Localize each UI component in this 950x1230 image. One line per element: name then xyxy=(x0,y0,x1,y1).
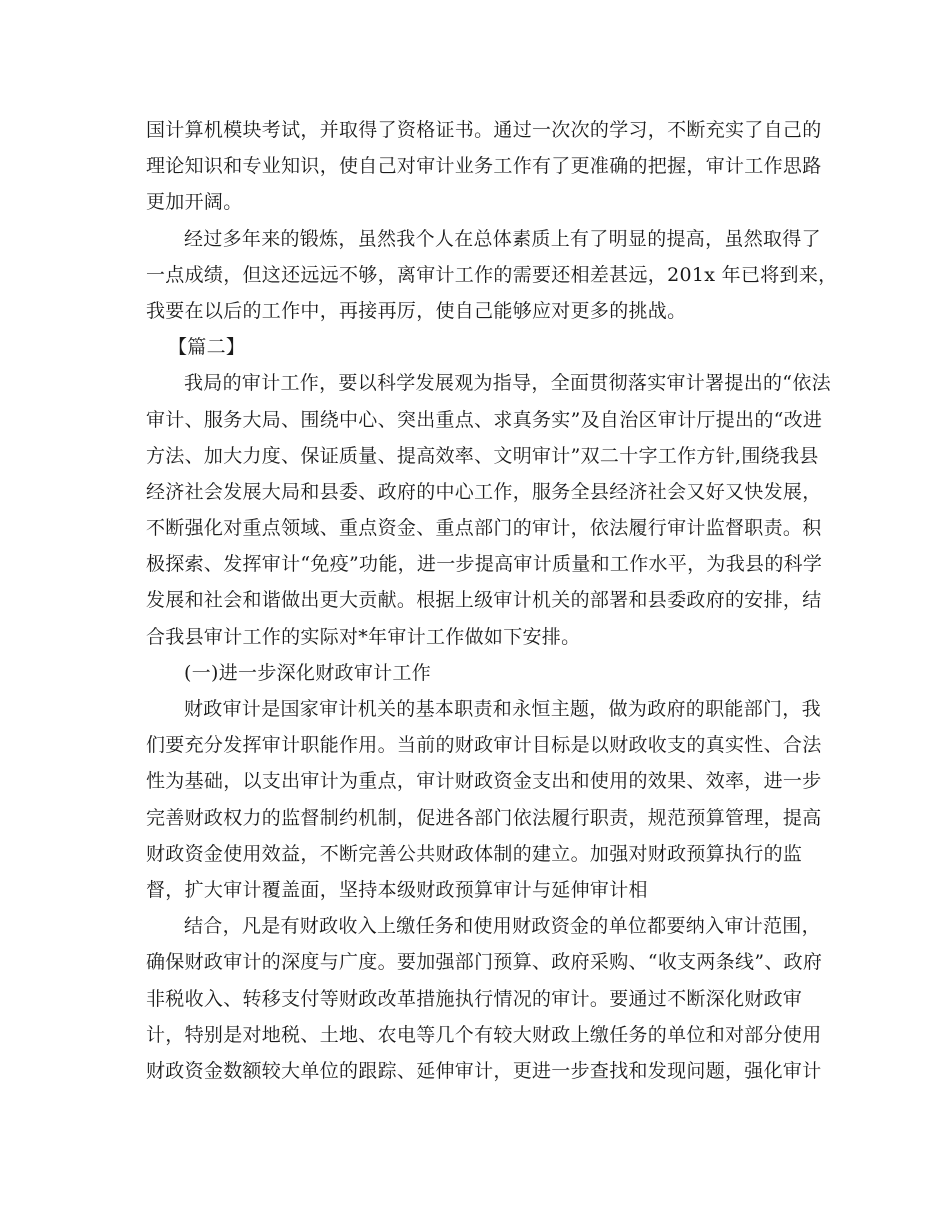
text-line: 督，扩大审计覆盖面，坚持本级财政预算审计与延伸审计相 xyxy=(146,878,648,901)
text-line: 们要充分发挥审计职能作用。当前的财政审计目标是以财政收支的真实性、合法 xyxy=(146,734,822,757)
text-line: 方法、加大力度、保证质量、提高效率、文明审计”双二十字工作方针,围绕我县 xyxy=(146,444,819,467)
paragraph-1 xyxy=(146,112,822,221)
text-line: 极探索、发挥审计“免疫”功能，进一步提高审计质量和工作水平，为我县的科学 xyxy=(146,553,823,576)
document-body xyxy=(146,112,838,1089)
text-line: 经过多年来的锻炼，虽然我个人在总体素质上有了明显的提高，虽然取得了 xyxy=(184,227,821,250)
text-line: 国计算机模块考试，并取得了资格证书。通过一次次的学习，不断充实了自己的 xyxy=(146,119,822,141)
text-line: 不断强化对重点领域、重点资金、重点部门的审计，依法履行审计监督职责。积 xyxy=(146,517,822,540)
text-line: 财政资金使用效益，不断完善公共财政体制的建立。加强对财政预算执行的监 xyxy=(146,842,803,865)
paragraph-4 xyxy=(146,691,822,908)
text-line: 完善财政权力的监督制约机制，促进各部门依法履行职责，规范预算管理，提高 xyxy=(146,806,822,829)
paragraph-2 xyxy=(146,221,838,330)
text-line: 一点成绩，但这还远远不够，离审计工作的需要还相差甚远，201x 年已将到来， xyxy=(146,263,838,286)
text-line: 计，特别是对地税、土地、农电等几个有较大财政上缴任务的单位和对部分使用 xyxy=(146,1023,822,1046)
text-line: 财政资金数额较大单位的跟踪、延伸审计，更进一步查找和发现问题，强化审计 xyxy=(146,1059,822,1082)
text-line: 非税收入、转移支付等财政改革措施执行情况的审计。要通过不断深化财政审 xyxy=(146,987,803,1010)
text-line: 经济社会发展大局和县委、政府的中心工作，服务全县经济社会又好又快发展， xyxy=(146,480,822,503)
text-line: 财政审计是国家审计机关的基本职责和永恒主题，做为政府的职能部门，我 xyxy=(184,698,821,720)
text-line: 结合，凡是有财政收入上缴任务和使用财政资金的单位都要纳入审计范围， xyxy=(184,915,821,938)
text-line: 更加开阔。 xyxy=(146,191,243,214)
section-heading xyxy=(146,329,806,365)
text-line: 我局的审计工作，要以科学发展观为指导，全面贯彻落实审计署提出的“依法 xyxy=(184,372,831,395)
sub-heading-text: (一)进一步深化财政审计工作 xyxy=(184,661,432,684)
text-line: 我要在以后的工作中，再接再厉，使自己能够应对更多的挑战。 xyxy=(146,299,687,322)
section-heading-text: 【篇二】 xyxy=(168,336,246,359)
text-line: 性为基础，以支出审计为重点，审计财政资金支出和使用的效果、效率，进一步 xyxy=(146,770,822,793)
paragraph-5 xyxy=(146,908,823,1089)
text-line: 审计、服务大局、围绕中心、突出重点、求真务实”及自治区审计厅提出的“改进 xyxy=(146,408,823,431)
text-line: 合我县审计工作的实际对*年审计工作做如下安排。 xyxy=(146,625,581,648)
text-line: 确保财政审计的深度与广度。要加强部门预算、政府采购、“收支两条线”、政府 xyxy=(146,951,823,974)
paragraph-3 xyxy=(146,365,831,655)
text-line: 理论知识和专业知识，使自己对审计业务工作有了更准确的把握，审计工作思路 xyxy=(146,155,822,178)
text-line: 发展和社会和谐做出更大贡献。根据上级审计机关的部署和县委政府的安排，结 xyxy=(146,589,822,612)
sub-heading xyxy=(146,655,806,691)
